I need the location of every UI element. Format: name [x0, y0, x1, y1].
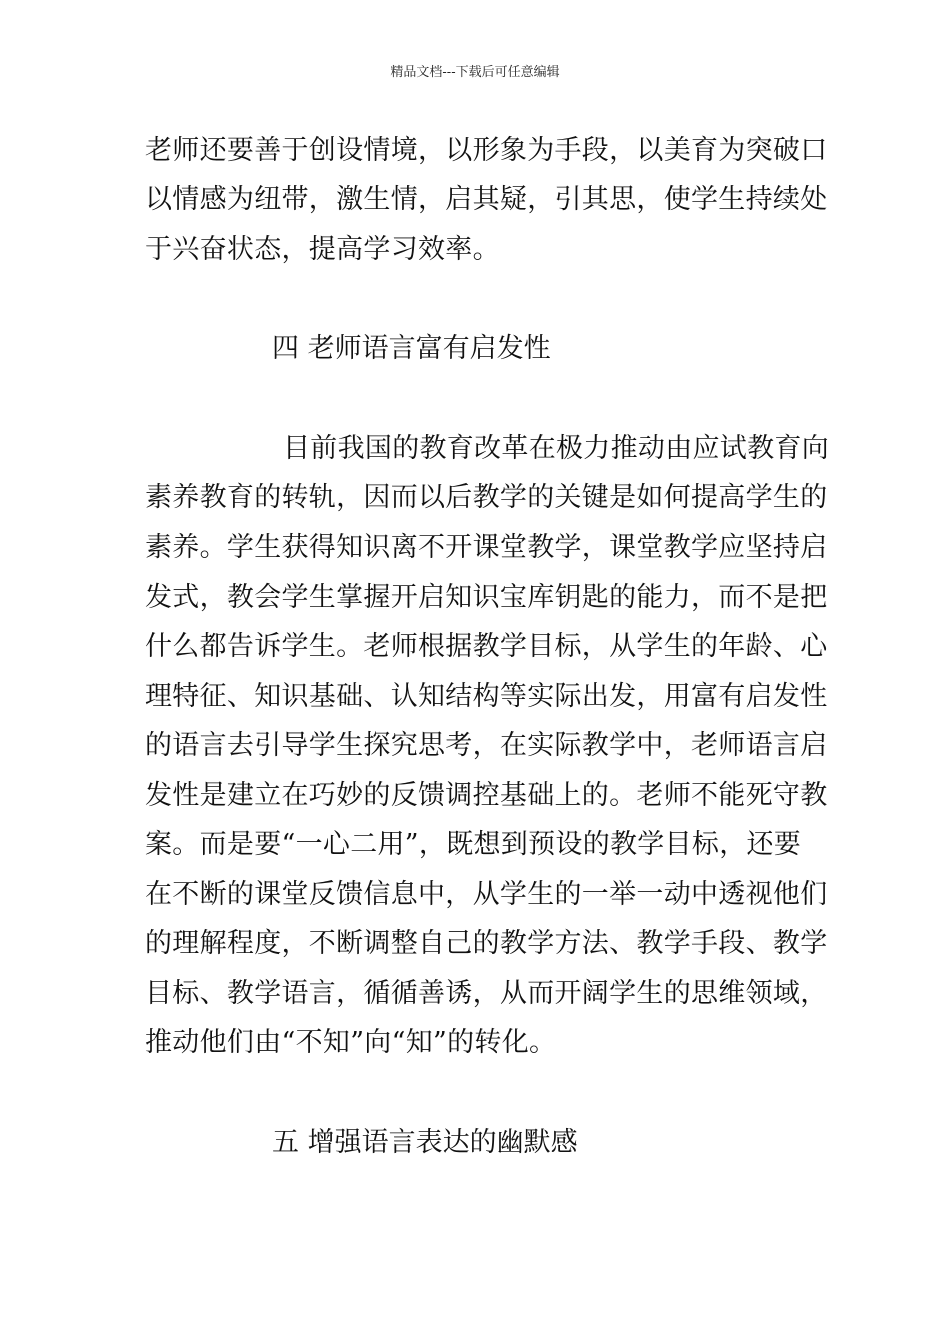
page-header: 精品文档---下载后可任意编辑 — [390, 65, 560, 80]
paragraph-line: 案。而是要“一心二用”，既想到预设的教学目标，还要 — [145, 829, 802, 860]
paragraph-line: 目标、教学语言，循循善诱，从而开阔学生的思维领域， — [145, 978, 828, 1009]
section-heading: 五 增强语言表达的幽默感 — [272, 1127, 578, 1158]
paragraph-line: 素养教育的转轨，因而以后教学的关键是如何提高学生的 — [145, 482, 828, 513]
paragraph-line: 素养。学生获得知识离不开课堂教学，课堂教学应坚持启 — [145, 532, 828, 563]
paragraph-line: 老师还要善于创设情境，以形象为手段，以美育为突破口 — [145, 135, 828, 166]
paragraph-line: 于兴奋状态，提高学习效率。 — [145, 234, 500, 265]
paragraph-line: 推动他们由“不知”向“知”的转化。 — [145, 1027, 557, 1058]
paragraph-line: 发性是建立在巧妙的反馈调控基础上的。老师不能死守教 — [145, 780, 828, 811]
paragraph-line: 的理解程度，不断调整自己的教学方法、教学手段、教学 — [145, 928, 828, 959]
paragraph-line: 在不断的课堂反馈信息中，从学生的一举一动中透视他们 — [145, 879, 828, 910]
paragraph-line: 以情感为纽带，激生情，启其疑，引其思，使学生持续处 — [145, 184, 828, 215]
paragraph-line: 的语言去引导学生探究思考，在实际教学中，老师语言启 — [145, 730, 828, 761]
paragraph-line: 目前我国的教育改革在极力推动由应试教育向 — [283, 433, 829, 464]
paragraph-line: 什么都告诉学生。老师根据教学目标，从学生的年龄、心 — [145, 631, 828, 662]
section-heading: 四 老师语言富有启发性 — [272, 333, 551, 364]
paragraph-line: 理特征、知识基础、认知结构等实际出发，用富有启发性 — [145, 681, 828, 712]
paragraph-line: 发式，教会学生掌握开启知识宝库钥匙的能力，而不是把 — [145, 582, 828, 613]
